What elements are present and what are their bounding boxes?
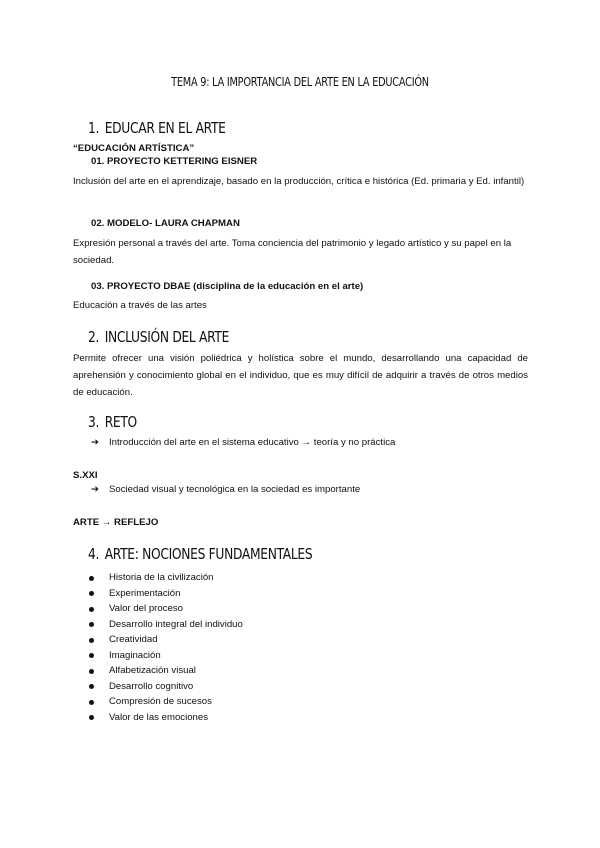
list-item (73, 648, 243, 664)
document-title: TEMA 9: LA IMPORTANCIA DEL ARTE EN LA EDUCACIÓN (171, 74, 429, 89)
list-item-text: Valor de las emociones (109, 711, 209, 723)
item-2-text: Expresión personal a través del arte. Toma conciencia del patrimonio y legado artístico y su papel en la sociedad. (73, 238, 512, 266)
list-item-text: Desarrollo integral del individuo (109, 618, 243, 630)
item-1-text: Inclusión del arte en el aprendizaje, basado en la producción, crítica e histórica (Ed. primaria y Ed. infantil) (73, 176, 525, 187)
section-3-heading (88, 413, 137, 431)
sxxi-label: S.XXI (73, 470, 98, 481)
bullet-icon (89, 669, 94, 674)
list-item-text: Desarrollo cognitivo (109, 680, 194, 692)
item-1-label: 01. PROYECTO KETTERING EISNER (91, 156, 258, 167)
list-item (73, 632, 243, 648)
section-2-text: Permite ofrecer una visión poliédrica y holística sobre el mundo, desarrollando una capacidad de aprehensión y conocimiento global en el individuo, que es muy difícil de adquirir a través de otros medios de educación. (73, 353, 528, 398)
section-2-heading (88, 328, 229, 346)
list-item-text: Experimentación (109, 587, 181, 599)
item-3-text: Educación a través de las artes (73, 300, 207, 311)
arrow-item-2 (91, 484, 360, 495)
arrow-icon: ➔ (91, 437, 100, 448)
list-item-text: Historia de la civilización (109, 572, 214, 583)
section-4-heading (88, 545, 312, 563)
section-1-heading (88, 119, 226, 137)
list-item (73, 710, 243, 726)
list-item-text: Alfabetización visual (109, 665, 196, 676)
section-4-number: 4. (88, 545, 100, 563)
fundamentals-list (73, 570, 243, 725)
arrow-icon: ➔ (91, 484, 100, 495)
section-2-title: INCLUSIÓN DEL ARTE (104, 328, 230, 346)
list-item-text: Imaginación (109, 649, 161, 661)
bullet-icon (89, 653, 94, 658)
item-2-label: 02. MODELO- LAURA CHAPMAN (91, 218, 240, 229)
list-item-text: Compresión de sucesos (109, 696, 212, 707)
bullet-icon (89, 622, 94, 627)
bullet-icon (89, 700, 94, 705)
bullet-icon (89, 638, 94, 643)
arrow-item-1-text: Introducción del arte en el sistema educativo → teoría y no práctica (109, 437, 396, 448)
list-item (73, 586, 243, 602)
list-item (73, 694, 243, 710)
section-1-subheading: “EDUCACIÓN ARTÍSTICA” (73, 143, 195, 154)
section-3-title: RETO (104, 413, 137, 431)
bullet-icon (89, 607, 94, 612)
section-4-title: ARTE: NOCIONES FUNDAMENTALES (104, 545, 313, 563)
arrow-item-2-text: Sociedad visual y tecnológica en la sociedad es importante (109, 484, 361, 495)
section-3-number: 3. (88, 413, 100, 431)
bullet-icon (89, 576, 94, 581)
list-item (73, 663, 243, 679)
list-item-text: Creatividad (109, 634, 158, 645)
section-2-number: 2. (88, 328, 100, 346)
bullet-icon (89, 591, 94, 596)
arrow-item-1 (91, 437, 395, 448)
list-item (73, 679, 243, 695)
list-item (73, 570, 243, 586)
bullet-icon (89, 684, 94, 689)
list-item (73, 617, 243, 633)
section-1-number: 1. (88, 119, 100, 137)
section-1-title: EDUCAR EN EL ARTE (104, 119, 226, 137)
item-3-label: 03. PROYECTO DBAE (disciplina de la educación en el arte) (91, 281, 364, 292)
list-item-text: Valor del proceso (109, 603, 183, 614)
arte-reflejo-label: ARTE → REFLEJO (73, 517, 159, 528)
bullet-icon (89, 715, 94, 720)
list-item (73, 601, 243, 617)
